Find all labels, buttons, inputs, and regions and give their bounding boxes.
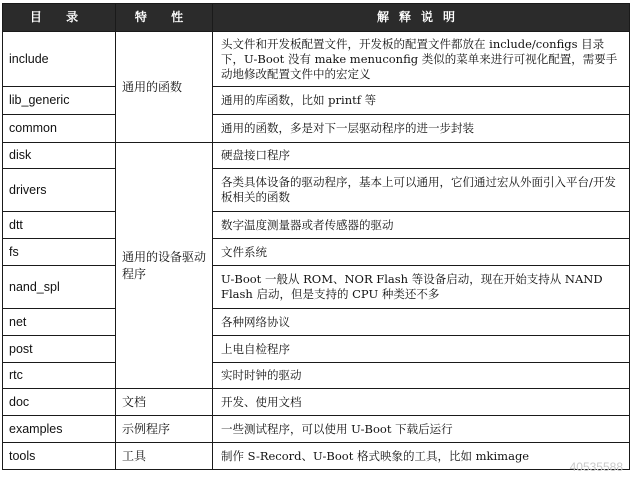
dir-description: 各类具体设备的驱动程序，基本上可以通用，它们通过宏从外面引入平台/开发板相关的函数 — [213, 169, 630, 212]
dir-description: 文件系统 — [213, 239, 630, 266]
dir-description: 通用的函数，多是对下一层驱动程序的进一步封装 — [213, 115, 630, 143]
table-row — [3, 87, 630, 115]
dir-description: 各种网络协议 — [213, 309, 630, 336]
header-description: 解释说明 — [213, 4, 630, 32]
table-row — [3, 239, 630, 266]
dir-description: 通用的库函数，比如 printf 等 — [213, 87, 630, 115]
table-row — [3, 309, 630, 336]
dir-description: U-Boot 一般从 ROM、NOR Flash 等设备启动，现在开始支持从 NAND Flash 启动，但是支持的 CPU 种类还不多 — [213, 266, 630, 309]
feature-cell: 文档 — [116, 389, 213, 416]
dir-description: 制作 S-Record、U-Boot 格式映象的工具，比如 mkimage — [213, 443, 630, 470]
table-row — [3, 115, 630, 143]
dir-name: fs — [3, 239, 116, 266]
dir-description: 上电自检程序 — [213, 336, 630, 363]
dir-description: 一些测试程序，可以使用 U-Boot 下载后运行 — [213, 416, 630, 443]
table-row — [3, 416, 630, 443]
dir-name: post — [3, 336, 116, 363]
watermark: 40535588 — [569, 460, 623, 474]
dir-name: rtc — [3, 363, 116, 389]
dir-name: tools — [3, 443, 116, 470]
dir-name: include — [3, 32, 116, 87]
header-directory: 目 录 — [3, 4, 116, 32]
table-row — [3, 389, 630, 416]
directory-table — [2, 3, 630, 470]
dir-name: doc — [3, 389, 116, 416]
dir-description: 头文件和开发板配置文件，开发板的配置文件都放在 include/configs 目录下，U-Boot 没有 make menuconfig 类似的菜单来进行可视化配置，需要手动地修改配置文件中的宏定义 — [213, 32, 630, 87]
table-row — [3, 443, 630, 470]
table-row — [3, 363, 630, 389]
dir-name: common — [3, 115, 116, 143]
dir-description: 开发、使用文档 — [213, 389, 630, 416]
dir-description: 数字温度测量器或者传感器的驱动 — [213, 212, 630, 239]
dir-name: lib_generic — [3, 87, 116, 115]
table-row — [3, 143, 630, 169]
dir-description: 硬盘接口程序 — [213, 143, 630, 169]
feature-cell: 通用的函数 — [116, 32, 213, 143]
header-row — [3, 4, 630, 32]
dir-name: drivers — [3, 169, 116, 212]
dir-name: net — [3, 309, 116, 336]
dir-description: 实时时钟的驱动 — [213, 363, 630, 389]
dir-name: disk — [3, 143, 116, 169]
feature-cell: 工具 — [116, 443, 213, 470]
table-row — [3, 266, 630, 309]
dir-name: nand_spl — [3, 266, 116, 309]
table-row — [3, 212, 630, 239]
header-feature: 特 性 — [116, 4, 213, 32]
dir-name: examples — [3, 416, 116, 443]
feature-cell: 通用的设备驱动程序 — [116, 143, 213, 389]
feature-cell: 示例程序 — [116, 416, 213, 443]
table-row — [3, 336, 630, 363]
dir-name: dtt — [3, 212, 116, 239]
table-row — [3, 169, 630, 212]
table-row — [3, 32, 630, 87]
